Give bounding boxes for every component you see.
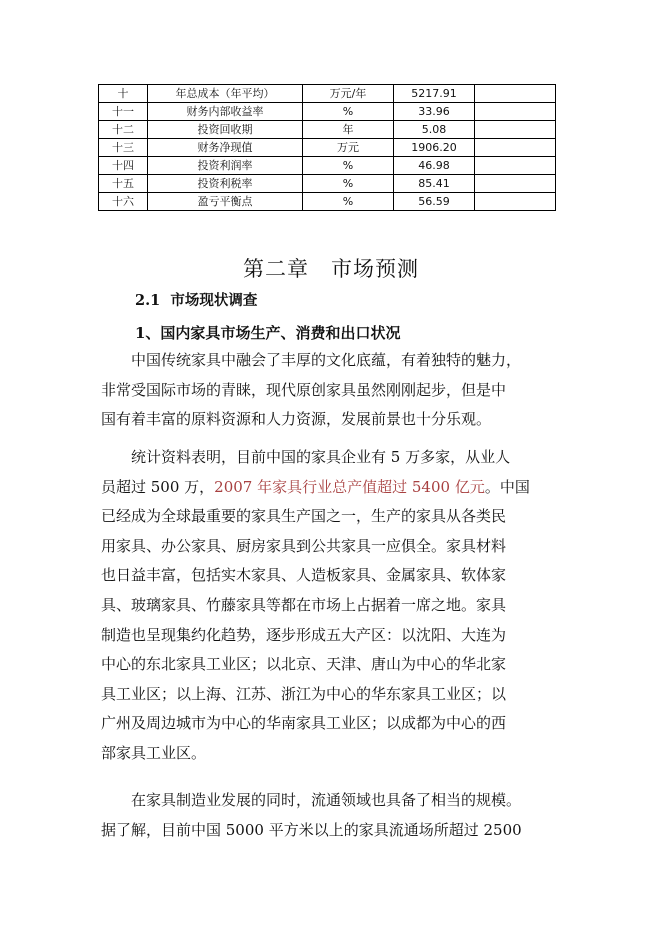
text-segment: 。中国	[484, 477, 530, 496]
table-row	[99, 175, 556, 193]
unit-cell: 年	[303, 121, 394, 139]
paragraph-line: 中国传统家具中融会了丰厚的文化底蕴，有着独特的魅力，	[131, 351, 522, 369]
paragraph-line: 非常受国际市场的青睐，现代原创家具虽然刚刚起步，但是中	[101, 380, 507, 399]
chapter-number: 第二章	[243, 257, 309, 281]
paragraph-line: 具、玻璃家具、竹藤家具等都在市场上占据着一席之地。家具	[101, 595, 507, 614]
row-index-cell: 十	[99, 85, 148, 103]
row-index-cell: 十五	[99, 175, 148, 193]
paragraph-line: 广州及周边城市为中心的华南家具工业区；以成都为中心的西	[101, 714, 507, 733]
subsection-heading: 1、国内家具市场生产、消费和出口状况	[135, 324, 401, 342]
note-cell	[475, 139, 556, 157]
paragraph-line	[101, 473, 530, 503]
note-cell	[475, 121, 556, 139]
text-segment: 员超过 500 万，	[101, 477, 215, 496]
value-cell: 5.08	[394, 121, 475, 139]
note-cell	[475, 85, 556, 103]
paragraph-line: 统计资料表明，目前中国的家具企业有 5 万多家，从业人	[131, 448, 511, 466]
value-cell: 85.41	[394, 175, 475, 193]
row-index-cell: 十四	[99, 157, 148, 175]
paragraph-line: 在家具制造业发展的同时，流通领域也具备了相当的规模。	[131, 791, 522, 809]
indicator-name-cell: 投资利税率	[148, 175, 303, 193]
row-index-cell: 十六	[99, 193, 148, 211]
value-cell: 1906.20	[394, 139, 475, 157]
paragraph-2	[101, 443, 530, 769]
paragraph-line: 用家具、办公家具、厨房家具到公共家具一应俱全。家具材料	[101, 536, 507, 555]
row-index-cell: 十三	[99, 139, 148, 157]
table-row	[99, 193, 556, 211]
highlighted-text: 2007 年家具行业总产值超过 5400 亿元	[214, 477, 485, 496]
paragraph-line: 国有着丰富的原料资源和人力资源，发展前景也十分乐观。	[101, 410, 492, 429]
summary-table	[98, 84, 556, 211]
paragraph-line: 制造也呈现集约化趋势，逐步形成五大产区：以沈阳、大连为	[101, 625, 507, 644]
note-cell	[475, 103, 556, 121]
indicator-name-cell: 盈亏平衡点	[148, 193, 303, 211]
unit-cell: %	[303, 103, 394, 121]
row-index-cell: 十二	[99, 121, 148, 139]
paragraph-line: 部家具工业区。	[101, 743, 207, 762]
indicator-name-cell: 投资利润率	[148, 157, 303, 175]
unit-cell: 万元/年	[303, 85, 394, 103]
unit-cell: %	[303, 193, 394, 211]
table-row	[99, 121, 556, 139]
indicator-name-cell: 财务净现值	[148, 139, 303, 157]
unit-cell: %	[303, 175, 394, 193]
value-cell: 46.98	[394, 157, 475, 175]
paragraph-line: 具工业区；以上海、江苏、浙江为中心的华东家具工业区；以	[101, 684, 507, 703]
unit-cell: %	[303, 157, 394, 175]
paragraph-1	[101, 346, 521, 435]
section-heading	[135, 289, 257, 310]
section-title: 市场现状调查	[170, 292, 258, 309]
unit-cell: 万元	[303, 139, 394, 157]
value-cell: 33.96	[394, 103, 475, 121]
table-row	[99, 139, 556, 157]
section-number: 2.1	[135, 292, 161, 309]
value-cell: 56.59	[394, 193, 475, 211]
paragraph-line: 已经成为全球最重要的家具生产国之一，生产的家具从各类民	[101, 507, 507, 526]
table-row	[99, 157, 556, 175]
indicator-name-cell: 财务内部收益率	[148, 103, 303, 121]
note-cell	[475, 157, 556, 175]
note-cell	[475, 175, 556, 193]
indicator-name-cell: 投资回收期	[148, 121, 303, 139]
paragraph-3	[101, 786, 522, 845]
table-row	[99, 85, 556, 103]
indicator-name-cell: 年总成本（年平均）	[148, 85, 303, 103]
table-row	[99, 103, 556, 121]
chapter-title: 市场预测	[331, 257, 419, 281]
chapter-heading	[0, 253, 662, 283]
row-index-cell: 十一	[99, 103, 148, 121]
paragraph-line: 中心的东北家具工业区；以北京、天津、唐山为中心的华北家	[101, 655, 507, 674]
value-cell: 5217.91	[394, 85, 475, 103]
paragraph-line: 也日益丰富，包括实木家具、人造板家具、金属家具、软体家	[101, 566, 507, 585]
note-cell	[475, 193, 556, 211]
paragraph-line: 据了解，目前中国 5000 平方米以上的家具流通场所超过 2500	[101, 820, 522, 839]
